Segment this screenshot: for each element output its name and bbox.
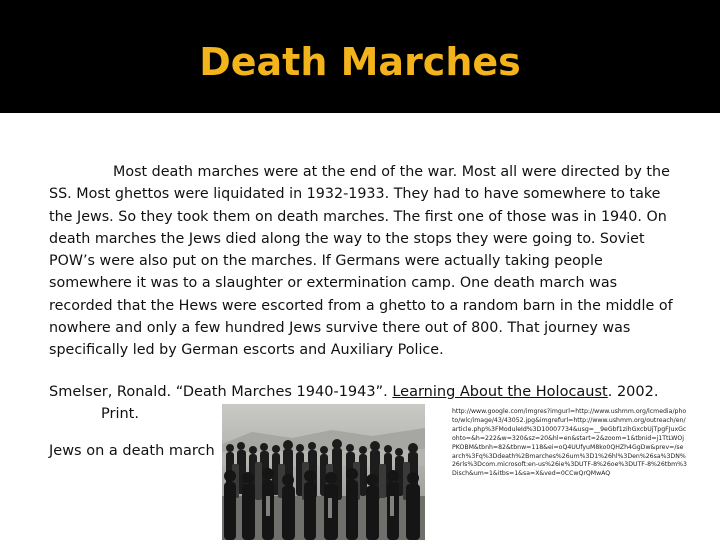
slide-title: Death Marches (199, 40, 521, 84)
citation-source: Learning About the Holocaust (392, 384, 608, 400)
citation-author-title: Smelser, Ronald. “Death Marches 1940-1943”. (49, 384, 393, 400)
death-march-photo (222, 404, 425, 540)
body-paragraph: Most death marches were at the end of the war. Most all were directed by the SS. Most ghettos were liquidated in 1932-1933. They had to have somewhere to take the Jews. So they took them on death marches. The first one of those was in 1940. On death marches the Jews died along the way to the stops they were going to. Soviet POW’s were also put on the marches. If Germans were actually taking people somewhere it was to a slaughter or extermination camp. One death march was recorded that the Hews were escorted from a ghetto to a random barn in the middle of nowhere and only a few hundred Jews survive there out of 800. That journey was specifically led by German escorts and Auxiliary Police. (49, 164, 673, 359)
image-source-url[interactable]: http://www.google.com/imgres?imgurl=http://www.ushmm.org/lcmedia/photo/wlc/image/43/43052.jpg&imgrefurl=http://www.ushmm.org/outreach/en/article.php%3FModuleId%3D10007734&usg=__9eGbf1zihGxcbUjTpgFJuxGcohto=&h=222&w=320&sz=20&hl=en&start=2&zoom=1&tbnid=j1TtLWOjPKOBM&tbnh=82&tbnw=118&ei=oQ4UUfyuM8ko0QHZh4GgDw&prev=/search%3Fq%3Ddeath%2Bmarches%26um%3D1%26hl%3Den%26sa%3DN%26rls%3Dcom.microsoft:en-us%26ie%3DUTF-8%26oe%3DUTF-8%26tbm%3Disch&um=1&itbs=1&sa=X&ved=0CCwQrQMwAQ (452, 408, 687, 478)
photo-caption: Jews on a death march (49, 443, 215, 459)
citation-medium: Print. (101, 406, 139, 423)
citation-year: . 2002. (607, 384, 659, 400)
photo-illustration (222, 404, 425, 540)
